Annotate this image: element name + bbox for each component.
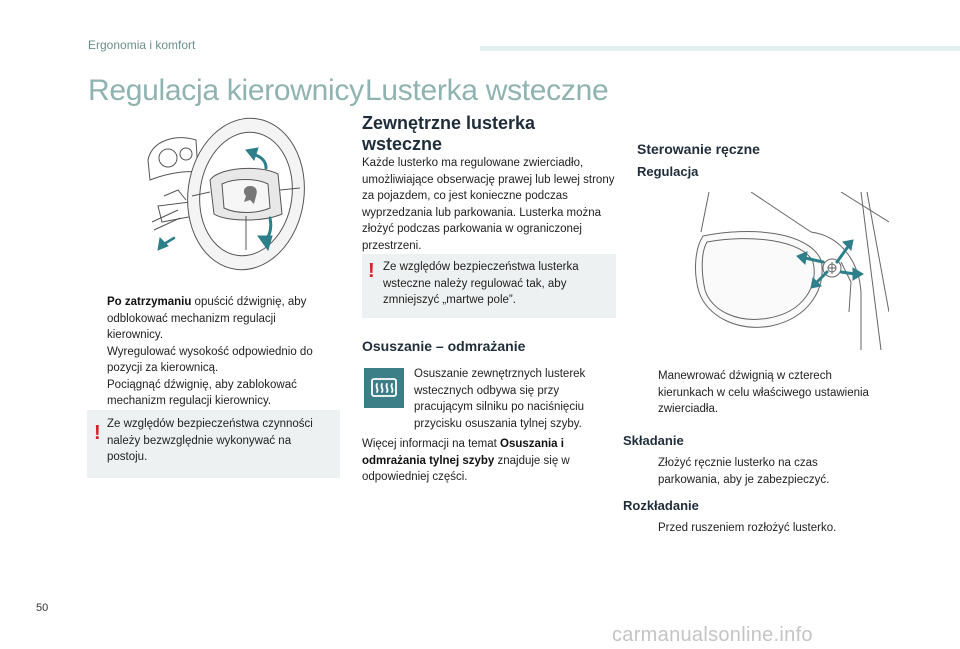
steering-wheel-illustration bbox=[138, 110, 308, 278]
adjust-step: Manewrować dźwignią w czterech kierunkach w celu właściwego ustawienia zwierciadła. bbox=[658, 370, 869, 415]
steering-steps bbox=[88, 294, 328, 410]
steering-step-1: Po zatrzymaniu opuścić dźwignię, aby odblokować mechanizm regulacji kierownicy. bbox=[107, 296, 307, 341]
page-number: 50 bbox=[36, 602, 49, 614]
steering-step-2: Wyregulować wysokość odpowiednio do pozycji za kierownicą. bbox=[107, 345, 313, 374]
adjust-steps bbox=[621, 368, 881, 418]
steering-warning-box bbox=[87, 410, 340, 478]
defrost-heading: Osuszanie – odmrażanie bbox=[362, 338, 526, 354]
manual-control-heading: Sterowanie ręczne bbox=[637, 141, 760, 157]
fold-heading: Składanie bbox=[623, 433, 684, 448]
watermark: carmanualsonline.info bbox=[612, 624, 813, 646]
header-bar bbox=[480, 46, 960, 51]
defrost-text: Osuszanie zewnętrznych lusterek wstecznych odbywa się przy pracującym silniku po naciśnięciu przycisku osuszania tylnej szyby. bbox=[414, 368, 586, 430]
mirror-warning-text: Ze względów bezpieczeństwa lusterka wsteczne należy regulować tak, aby zmniejszyć „martwe pole”. bbox=[383, 261, 579, 306]
fold-steps bbox=[621, 455, 881, 488]
section-header: Ergonomia i komfort bbox=[88, 38, 196, 52]
steering-step-3: Pociągnąć dźwignię, aby zablokować mechanizm regulacji kierownicy. bbox=[107, 378, 297, 407]
fold-step: Złożyć ręcznie lusterko na czas parkowania, aby je zabezpieczyć. bbox=[658, 457, 830, 486]
more-info-text: Więcej informacji na temat Osuszania i odmrażania tylnej szyby znajduje się w odpowiedniej części. bbox=[362, 438, 570, 483]
mirror-warning-box bbox=[362, 254, 616, 318]
mirrors-title: Lusterka wsteczne bbox=[365, 74, 609, 107]
steering-warning-text: Ze względów bezpieczeństwa czynności należy bezwzględnie wykonywać na postoju. bbox=[107, 418, 313, 463]
defrost-icon bbox=[364, 368, 404, 408]
warning-icon: ! bbox=[368, 260, 375, 282]
exterior-mirrors-text: Każde lusterko ma regulowane zwierciadło, umożliwiające obserwację prawej lub lewej strony za pojazdem, co jest konieczne podczas wyprzedzania lub parkowania. Lusterka można złożyć podczas parkowania w ograniczonej przestrzeni. bbox=[362, 157, 615, 252]
unfold-step: Przed ruszeniem rozłożyć lusterko. bbox=[658, 522, 837, 534]
unfold-steps bbox=[621, 520, 881, 537]
adjust-heading: Regulacja bbox=[637, 164, 699, 179]
warning-icon: ! bbox=[94, 422, 101, 444]
steering-title: Regulacja kierownicy bbox=[88, 74, 364, 107]
mirror-control-illustration bbox=[691, 192, 889, 350]
exterior-mirrors-heading: Zewnętrzne lusterka wsteczne bbox=[362, 113, 536, 154]
unfold-heading: Rozkładanie bbox=[623, 498, 699, 513]
